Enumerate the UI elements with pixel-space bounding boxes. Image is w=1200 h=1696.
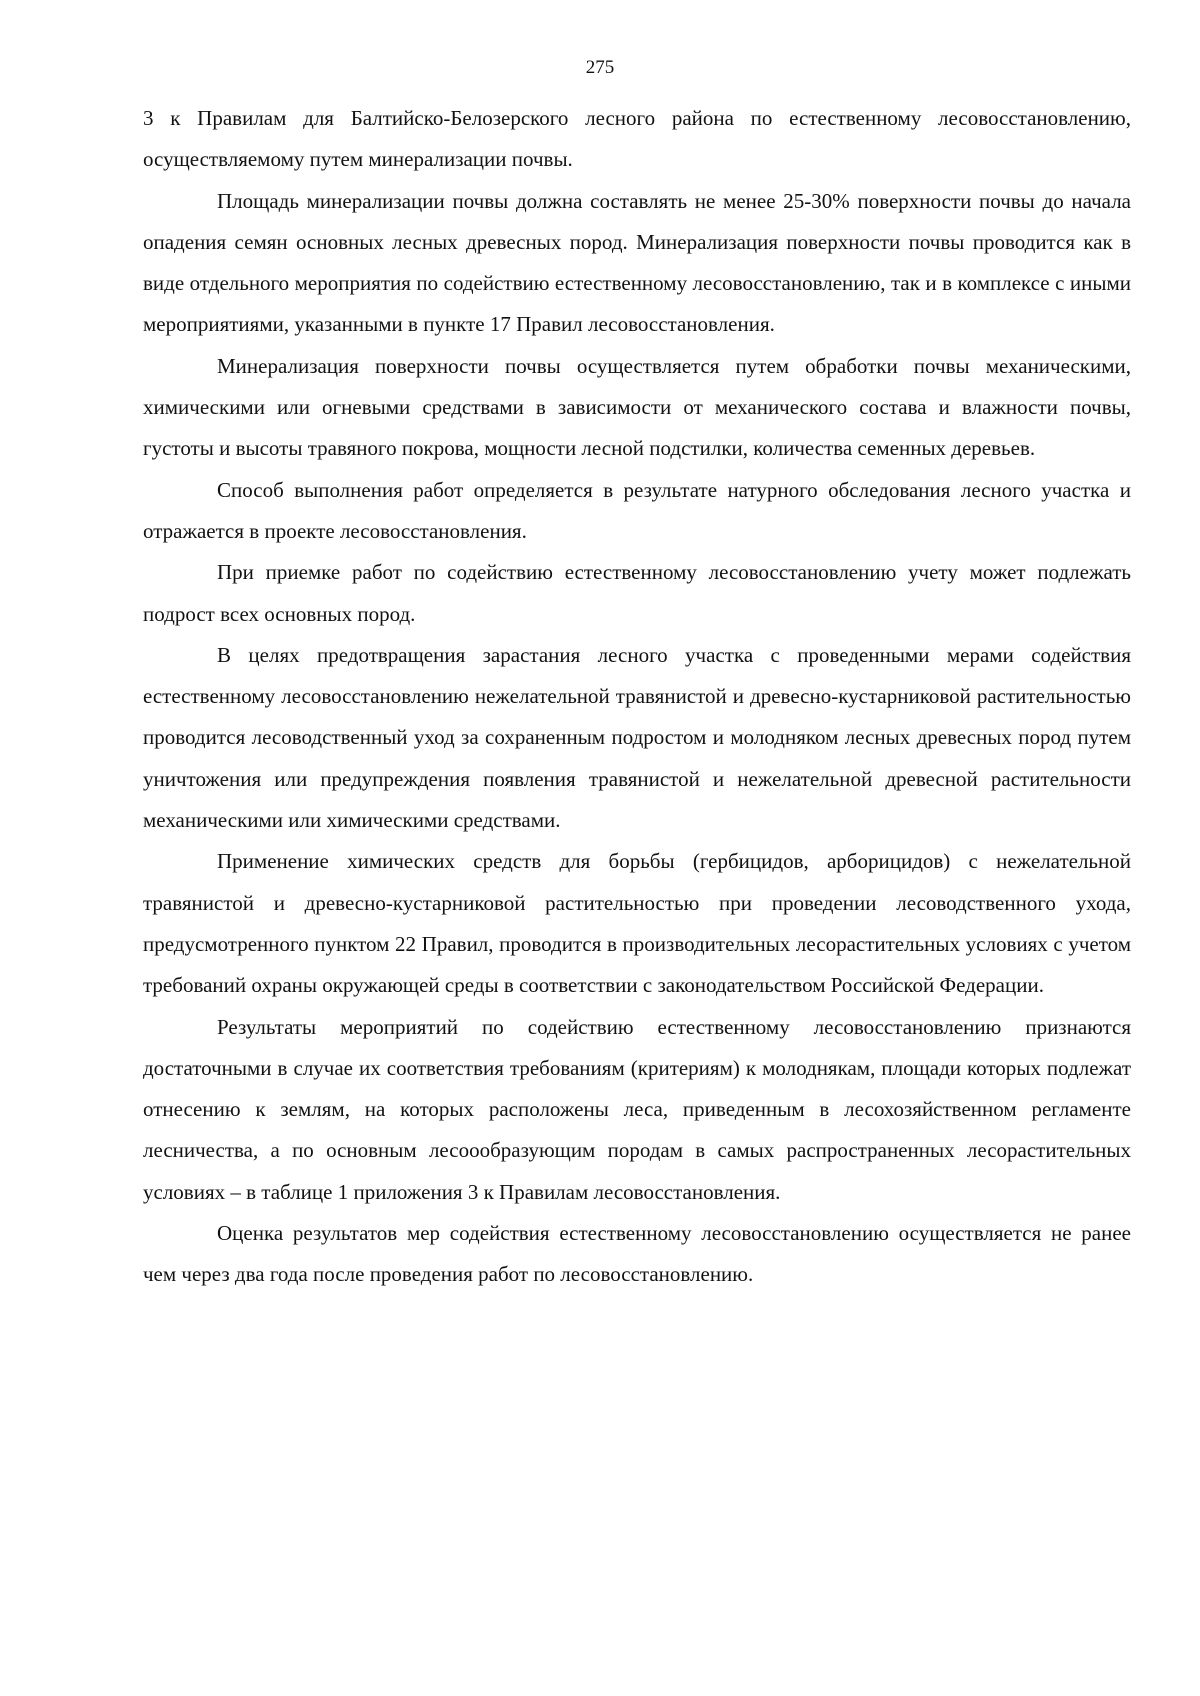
- paragraph-chemical-means: Применение химических средств для борьбы (гербицидов, арборицидов) с нежелательной травянистой и древесно-кустарниковой растительностью при проведении лесоводственного ухода, предусмотренного пунктом 22 Правил, проводится в производительных лесорастительных условиях с учетом требований охраны окружающей среды в соответствии с законодательством Российской Федерации.: [143, 849, 1131, 998]
- body-text: [143, 98, 1131, 1296]
- paragraph-results-assessment: Оценка результатов мер содействия естественному лесовосстановлению осуществляется не ранее чем через два года после проведения работ по лесовосстановлению.: [143, 1221, 1131, 1287]
- paragraph-overgrowth-prevention: В целях предотвращения зарастания лесного участка с проведенными мерами содействия естественному лесовосстановлению нежелательной травянистой и древесно-кустарниковой растительностью проводится лесоводственный уход за сохраненным подростом и молодняком лесных древесных пород путем уничтожения или предупреждения появления травянистой и нежелательной древесной растительности механическими или химическими средствами.: [143, 642, 1131, 833]
- paragraph-mineralization-methods: Минерализация поверхности почвы осуществляется путем обработки почвы механическими, химическими или огневыми средствами в зависимости от механического состава и влажности почвы, густоты и высоты травяного покрова, мощности лесной подстилки, количества семенных деревьев.: [143, 353, 1131, 461]
- page-number: 275: [585, 57, 615, 78]
- paragraph-work-method: Способ выполнения работ определяется в результате натурного обследования лесного участка и отражается в проекте лесовосстановления.: [143, 477, 1131, 543]
- paragraph-results-criteria: Результаты мероприятий по содействию естественному лесовосстановлению признаются достаточными в случае их соответствия требованиям (критериям) к молоднякам, площади которых подлежат отнесению к землям, на которых расположены леса, приведенным в лесохозяйственном регламенте лесничества, а по основным лесоообразующим породам в самых распространенных лесорастительных условиях – в таблице 1 приложения 3 к Правилам лесовосстановления.: [143, 1014, 1131, 1204]
- paragraph-mineralization-area: Площадь минерализации почвы должна составлять не менее 25-30% поверхности почвы до начала опадения семян основных лесных древесных пород. Минерализация поверхности почвы проводится как в виде отдельного мероприятия по содействию естественному лесовосстановлению, так и в комплексе с иными мероприятиями, указанными в пункте 17 Правил лесовосстановления.: [143, 188, 1131, 337]
- paragraph-continuation: 3 к Правилам для Балтийско-Белозерского лесного района по естественному лесовосстановлению, осуществляемому путем минерализации почвы.: [143, 106, 1131, 172]
- paragraph-acceptance: При приемке работ по содействию естественному лесовосстановлению учету может подлежать подрост всех основных пород.: [143, 560, 1131, 626]
